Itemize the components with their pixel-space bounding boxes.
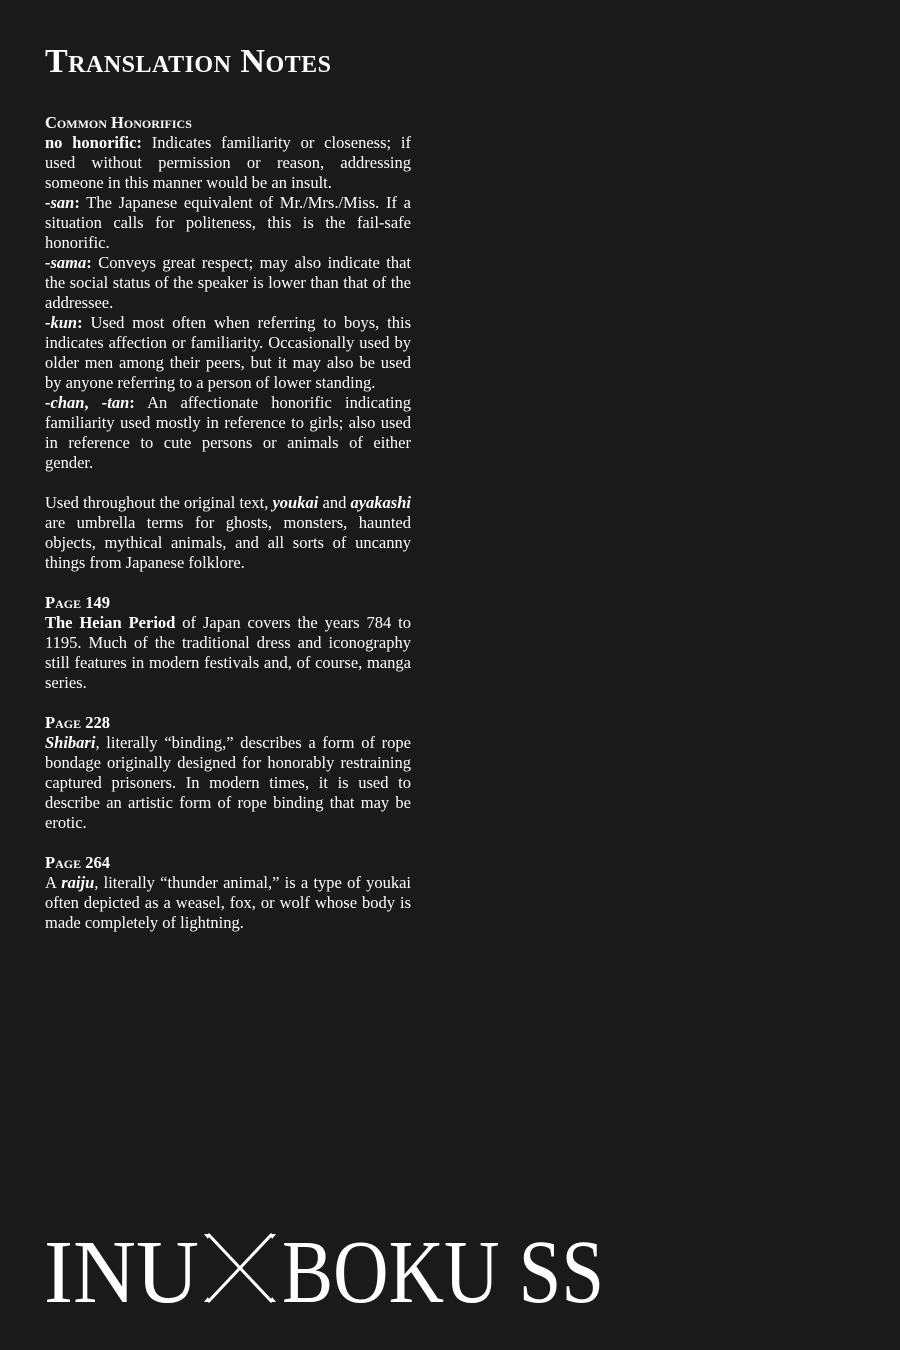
term-heian-period: The Heian Period xyxy=(45,613,176,632)
honorific-entry-none xyxy=(45,133,411,193)
honorifics-section xyxy=(45,113,411,473)
text-run: A xyxy=(45,873,62,892)
page-title: Translation Notes xyxy=(45,43,332,80)
cross-icon xyxy=(204,1234,276,1302)
page-149-section xyxy=(45,593,411,693)
honorifics-heading: Common Honorifics xyxy=(45,113,192,132)
page-228-section xyxy=(45,713,411,833)
term-shibari: Shibari xyxy=(45,733,96,752)
honorific-entry-kun xyxy=(45,313,411,393)
honorific-term: -san xyxy=(45,193,75,212)
page-264-section xyxy=(45,853,411,933)
youkai-section xyxy=(45,493,411,573)
honorific-separator: : xyxy=(77,313,83,332)
honorific-entry-chan-tan xyxy=(45,393,411,473)
honorific-separator: : xyxy=(129,393,135,412)
page-149-paragraph xyxy=(45,613,411,693)
text-run: of Japan covers the years 784 to 1195. Much of the traditional dress and iconography still features in modern festivals and, of course, manga series. xyxy=(45,613,411,692)
honorific-term: -kun xyxy=(45,313,78,332)
honorific-definition: An affectionate honorific indicating familiarity used mostly in reference to girls; also used in reference to cute persons or animals of either gender. xyxy=(45,393,411,472)
term-raiju: raiju xyxy=(61,873,95,892)
honorific-term: -chan xyxy=(45,393,85,412)
honorific-definition: Conveys great respect; may also indicate that the social status of the speaker is lower than that of the addressee. xyxy=(45,253,411,312)
logo-text-left: INU xyxy=(44,1223,199,1322)
honorific-entry-sama xyxy=(45,253,411,313)
youkai-paragraph xyxy=(45,493,411,573)
text-run: Used throughout the original text, xyxy=(45,493,273,512)
translation-notes-body xyxy=(45,113,411,953)
text-run: , literally “thunder animal,” is a type of youkai often depicted as a weasel, fox, or wolf whose body is made completely of lightning. xyxy=(45,873,411,932)
honorific-separator: : xyxy=(86,253,92,272)
page-264-paragraph xyxy=(45,873,411,933)
page-149-heading: Page 149 xyxy=(45,593,110,612)
honorific-entry-san xyxy=(45,193,411,253)
page-228-paragraph xyxy=(45,733,411,833)
series-logo-graphic xyxy=(44,1223,606,1322)
honorific-separator: , xyxy=(84,393,102,412)
honorific-term: no honorific: xyxy=(45,133,142,152)
term-youkai: youkai xyxy=(272,493,319,512)
text-run: are umbrella terms for ghosts, monsters, haunted objects, mythical animals, and all sorts of uncanny things from Japanese folklore. xyxy=(45,513,411,572)
term-ayakashi: ayakashi xyxy=(350,493,411,512)
text-run: , literally “binding,” describes a form of rope bondage originally designed for honorably restraining captured prisoners. In modern times, it is used to describe an artistic form of rope binding that may be erotic. xyxy=(45,733,411,832)
honorific-term: -sama xyxy=(45,253,87,272)
honorific-term-secondary: -tan xyxy=(101,393,130,412)
page-228-heading: Page 228 xyxy=(45,713,110,732)
honorific-definition: Indicates familiarity or closeness; if used without permission or reason, addressing someone in this manner would be an insult. xyxy=(45,133,411,192)
page-264-heading: Page 264 xyxy=(45,853,110,872)
text-run: and xyxy=(318,493,351,512)
honorific-definition: The Japanese equivalent of Mr./Mrs./Miss. If a situation calls for politeness, this is the fail-safe honorific. xyxy=(45,193,411,252)
honorific-definition: Used most often when referring to boys, this indicates affection or familiarity. Occasionally used by older men among their peers, but it may also be used by anyone referring to a person of lower standing. xyxy=(45,313,411,392)
logo-text-right: BOKU SS xyxy=(282,1223,604,1322)
honorific-separator: : xyxy=(74,193,80,212)
series-logo xyxy=(44,1223,606,1322)
